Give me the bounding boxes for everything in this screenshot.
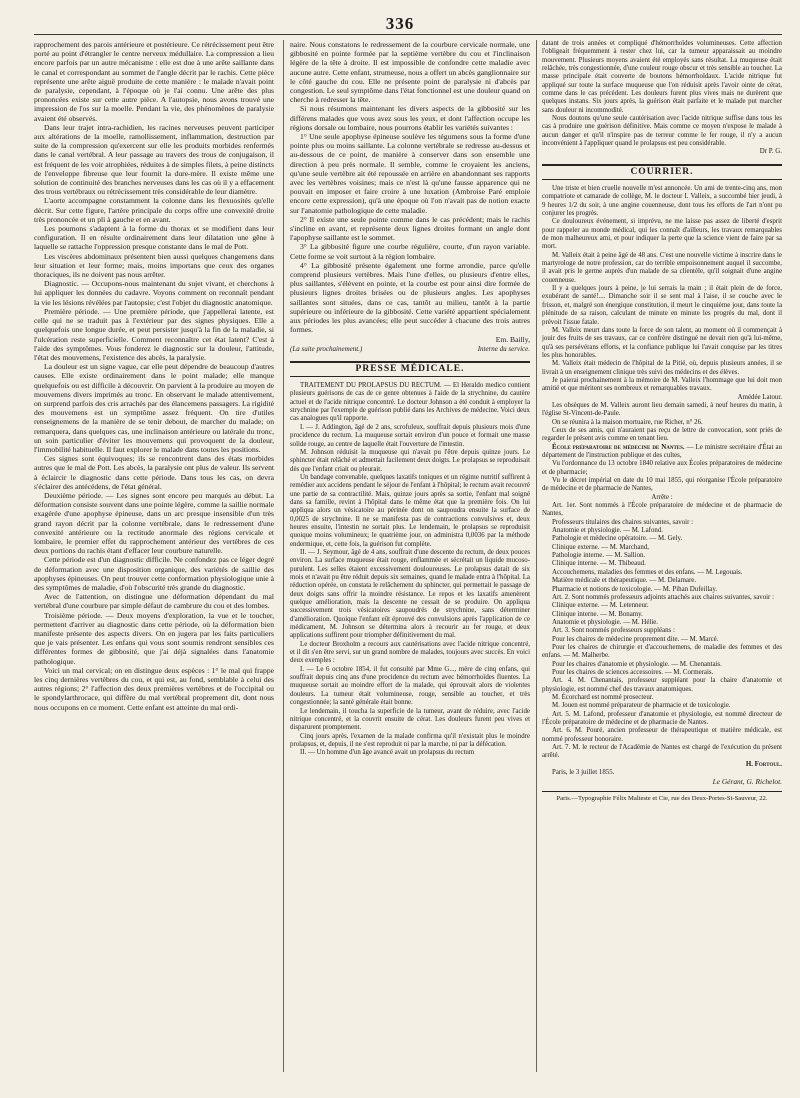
paragraph: Je paierai prochainement à la mémoire de M. Valleix l'hommage que lui doit mon amitié et que méritent ses nombreux et remarquables travaux.	[542, 376, 782, 393]
paragraph: Si nous résumons maintenant les divers aspects de la gibbosité sur les différens malades que vous avez sous les yeux, et dont l'affection occupe les régions dorsale ou lombaire, nous pourrons établir les variétés suivantes :	[290, 104, 530, 132]
article-line: Anatomie et physiologie. — M. Hélie.	[552, 618, 659, 626]
author-signature: Em. Bailly,	[495, 334, 530, 344]
column-1	[34, 40, 274, 712]
paragraph: Il y a quelques jours à peine, je lui serrais la main ; il était plein de de force, exubérant de santé!.... Dimanche soir il se sent mal à l'aise, il se couche avec le frisson, et, malgré son énergique constitution, il meurt le cinquième jour, dans toute la plénitude de sa raison, calculant de minute en minute les progrès du mal, dont il prévoit l'issue fatale.	[542, 285, 782, 326]
article-line: Anatomie et physiologie. — M. Lafond.	[552, 527, 663, 535]
article-line: Art. 4. M. Chenantais, professeur suppléant pour la chaire d'anatomie et physiologie, est nommé chef des travaux anatomiques.	[542, 677, 782, 693]
section-title-courrier: COURRIER.	[542, 164, 782, 180]
paragraph: I. — J. Addington, âgé de 2 ans, scrofuleux, souffrait depuis plusieurs mois d'une procidence du rectum. La muqueuse sortait environ d'un pouce et formait une masse solide rouge, au centre de laquelle était l'ouverture de l'intestin.	[290, 423, 530, 448]
paragraph: Troisième période. — Deux moyens d'exploration, la vue et le toucher, permettent d'arriver au diagnostic dans cette période, où la déformation bien manifeste présente des aspects divers. On en jugera par les faits particuliers que je vais présenter. Les enfans qui vous sont soumis rendront sensibles ces différentes formes de gibbosité, que j'ai déjà signalées dans l'anatomie pathologique.	[34, 610, 274, 666]
paragraph: 3° La gibbosité figure une courbe régulière, courte, d'un rayon variable. Cette forme se voit surtout à la région lombaire.	[290, 242, 530, 261]
article-line: M. Jouen est nommé préparateur de pharmacie et de toxicologie.	[552, 702, 731, 710]
paragraph: Le docteur Broxholm a recours aux cautérisations avec l'acide nitrique concentré, et il dit s'en être servi, sur un grand nombre de malades, toujours avec succès. En voici deux exemples :	[290, 640, 530, 665]
paragraph: 1° Une seule apophyse épineuse soulève les tégumens sous la forme d'une pointe plus ou moins saillante. La colonne vertébrale se redresse au-dessus et au-dessous de ce point, de manière à conserver dans son ensemble une direction à peu près normale. Il semble, comme le croyaient les anciens, qu'une seule vertèbre ait été repoussée en arrière en abandonnant ses rapports avec les vertèbres voisines; mais ce n'est là qu'une fausse apparence qui ne pouvait en imposer et faire croire à une luxation (Ambroise Paré emploie encore cette expression), qu'à une époque où l'on n'avait pas de notion exacte sur l'anatomie pathologique de cette maladie.	[290, 132, 530, 215]
article-line: Pharmacie et notions de toxicologie. — M. Pihan Dufeillay.	[552, 585, 718, 593]
article-list	[542, 502, 782, 761]
column-2	[290, 40, 530, 758]
article-line: Art. 6. M. Pouré, ancien professeur de thérapeutique et matière médicale, est nommé professeur honoraire.	[542, 727, 782, 743]
article-line: Matière médicale et thérapeutique. — M. Delamare.	[552, 577, 697, 585]
paragraph: naire. Nous constatons le redressement de la courbure cervicale normale, une gibbosité en pointe formée par la septième vertèbre du cou et l'inclinaison légère de la tête à droite. Il est impossible de confondre cette maladie avec aucune autre. Cette enfant, strumeuse, nous a offert un abcès ganglionnaire sur le côté gauche du cou. Elle ne présente point de paralysie ni d'abcès par congestion. Le seul symptôme dans l'état fonctionnel est une douleur quand on cherche à redresser la tête.	[290, 40, 530, 105]
article-line: Clinique externe. — M. Marchand,	[552, 543, 650, 551]
article-line: Art. 7. M. le recteur de l'Académie de Nantes est chargé de l'exécution du présent arrêté.	[542, 744, 782, 760]
article-line: Art. 5. M. Lafond, professeur d'anatomie et physiologie, est nommé directeur de l'École préparatoire de médecine et de pharmacie de Nantes.	[542, 710, 782, 727]
page-number: 336	[385, 14, 415, 33]
paragraph: Le lendemain, il toucha la superficie de la tumeur, avant de réduire, avec l'acide nitrique concentré, et la couvrit ensuite de cérat. Les douleurs furent peu vives et disparurent promptement.	[290, 707, 530, 732]
paragraph: M. Valleix était à peine âgé de 48 ans. C'est une nouvelle victime à inscrire dans le martyrologe de notre profession, car do terrible empoisonnement auquel il succombe, il avait pris le germe auprès d'un malade de sa clientèle, qu'il soignait d'une angine couenneuse.	[542, 251, 782, 284]
header-rule	[34, 34, 782, 35]
paragraph: TRAITEMENT DU PROLAPSUS DU RECTUM. — El Heraldo medico contient plusieurs guérisons de cas de ce genre obtenues à l'aide de la strychnine, du cautère actuel et de l'acide nitrique concentré. Le docteur Johnson a été conduit à employer la strychnine par l'exemple de guérison publié dans les Archives de médecine. Voici deux cas analogues qu'il rapporte.	[290, 382, 530, 423]
paragraph: Première période. — Une première période, que j'appellerai latente, est celle qui ne se traduit pas à l'extérieur par des signes physiques. Elle a quelquefois une longue durée, et peut persister jusqu'à la fin de la maladie, si l'ulcération reste superficielle. Comment reconnaître cet état latent? C'est à l'aide des symptômes. Vous fonderez le diagnostic sur la douleur, l'attitude, l'état des mouvemens, l'existence des abcès, la paralysie.	[34, 306, 274, 362]
paragraph: Les obsèques de M. Valleix auront lieu demain samedi, à neuf heures du matin, à l'église St-Vincent-de-Paule.	[542, 401, 782, 418]
paragraph	[542, 444, 782, 461]
paragraph: Cette période est d'un diagnostic difficile. Ne confondez pas ce léger degré de déformation avec une disposition organique, des variétés de saillie des apophyses épineuses. On peut trouver cette conformation physiologique unie à des symptômes de maladie, d'où l'obscurité très grande du diagnostic.	[34, 555, 274, 592]
article-line: Art. 1er. Sont nommés à l'École préparatoire de médecine et de pharmacie de Nantes,	[542, 502, 782, 518]
paragraph: Les poumons s'adaptent à la forme du thorax et se modifient dans leur configuration. Il en résulte ordinairement dans leur dilatation une gêne à laquelle se rattache l'oppression presque constante dans le mal de Pott.	[34, 224, 274, 252]
paragraph: Ceux de ses amis, qui n'auraient pas reçu de lettre de convocation, sont priés de regarder le présent avis comme en tenant lieu.	[542, 426, 782, 443]
paragraph: 4° La gibbosité présente également une forme arrondie, parce qu'elle comprend plusieurs vertèbres. Mais l'une d'elles, ou plusieurs d'entre elles, plus saillantes, s'élèvent en pointe, et la courbe est pour ainsi dire formée de plusieurs lignes droites brisées ou de plusieurs angles. Les apophyses saillantes sont situées, dans ce cas, tantôt au milieu, tantôt à la partie supérieure ou inférieure de la gibbosité. Cette variété appartient spécialement aux périodes les plus avancées; elle peut succéder à chacune des trois autres formes.	[290, 260, 530, 335]
author-signature: Dr P. G.	[759, 148, 782, 156]
minister-signature: H. Fortoul.	[745, 760, 782, 768]
paragraph: La douleur est un signe vague, car elle peut dépendre de beaucoup d'autres causes. Elle existe ordinairement dans le point malade; elle manque quelquefois ou est difficile à découvrir. On parvient à la produire au moyen de mouvemens divers imprimés au tronc. En observant le malade attentivement, on surprend parfois des cris arrachés par des élancemens passagers. La rigidité des mouvemens est un symptôme assez fréquent. On tire d'utiles renseignemens de la manière de se tenir debout, de marcher du malade; on remarquera, dans quelques cas, une inclinaison antérieure ou latérale du tronc, un soin particulier d'éviter les mouvemens qui provoquent de la douleur, l'immobilité habituelle. Il faut explorer le malade dans toutes les positions.	[34, 362, 274, 454]
signature-row	[290, 345, 530, 354]
article-line: Art. 3. Sont nommés professeurs suppléans :	[552, 627, 675, 635]
paragraph: II. — Un homme d'un âge avancé avait un prolapsus du rectum	[300, 749, 475, 757]
paragraph: Une triste et bien cruelle nouvelle m'est annoncée. Un ami de trente-cinq ans, mon compatriote et camarade de collège, M. le docteur I. Valleix, a succombé hier jeudi, à 9 heures 1/2 du soir, à une angine couenneuse, dont tous les efforts de l'art n'ont pu conjurer les progrès.	[542, 185, 782, 218]
paragraph: M. Johnson réduisit la muqueuse qui n'avait pu l'être depuis quinze jours. Le sphincter était relâché et admettait facilement deux doigts. Le prolapsus se reproduisait dès que l'enfant criait ou pleurait.	[290, 448, 530, 473]
article-line: Pathologie interne. — M. Sallion.	[552, 552, 646, 560]
paragraph: Avec de l'attention, on distingue une déformation dépendant du mal vertébral d'une courbure par simple défaut de cambrure du cou et des lombes.	[34, 592, 274, 611]
paragraph: Ce douloureux événement, si imprévu, ne me laisse pas assez de liberté d'esprit pour rappeler au monde médical, qui les connaît d'ailleurs, les travaux remarquables de mon malheureux ami, et pour indiquer la perte que la science vient de faire par sa mort.	[542, 218, 782, 251]
paragraph: Nous doutons qu'une seule cautérisation avec l'acide nitrique suffise dans tous les cas à produire une guérison définitive. Mais comme ce moyen n'expose le malade à aucun danger et qu'il n'inspire pas de terreur comme le fer rouge, il n'y a aucun inconvénient à l'appliquer quand le prolapsus est peu considérable.	[542, 115, 782, 148]
column-divider-2	[536, 40, 537, 1072]
column-divider-1	[283, 40, 284, 1072]
paragraph: On se réunira à la maison mortuaire, rue Richer, n° 26.	[552, 418, 703, 426]
section-title-presse: PRESSE MÉDICALE.	[290, 361, 530, 377]
paragraph: Deuxième période. — Les signes sont encore peu marqués au début. La déformation consiste souvent dans une pointe légère, comme la saillie normale exagérée d'une apophyse épineuse, dans un arc presque insensible d'un très grand rayon décrit par la colonne vertébrale, dans le redressement d'une convexité antérieure ou la rectitude anormale des régions cervicale et lombaire, le premier effet du rapprochement antérieur des vertèbres de ces deux portions du rachis étant d'effacer leur courbure naturelle.	[34, 490, 274, 556]
article-line: Clinique interne. — M. Thibeaud.	[552, 560, 646, 568]
paragraph: rapprochement des parois antérieure et postérieure. Ce rétrécissement peut être porté au point d'étrangler le centre nerveux médullaire. La compression a lieu encore parfois par un autre mécanisme : elle est due à une arête saillante dans le canal et correspondant au sommet de l'angle décrit par le rachis. Cette pièce représente une arête aiguë produite de cette manière : le malade n'avait point de paralysie, cependant, à l'époque où je l'ai connu. Une arête des plus prononcées existe sur cette autre pièce. A l'autopsie, nous avons trouvé une impression de l'os sur la moelle. Pendant la vie, des phénomènes de paralysie avaient été observés.	[34, 40, 274, 123]
paragraph: Les viscères abdominaux présentent bien aussi quelques changemens dans leur situation et leur forme; mais, moins importans que ceux des organes thoraciques, ils ne doivent pas nous arrêter.	[34, 251, 274, 280]
article-line: Pour les chaires de chirurgie et d'accouchemens, de maladie des femmes et des enfans. — M. Malherbe.	[542, 643, 782, 660]
article-line: Clinique externe. — M. Letenneur.	[552, 602, 649, 610]
article-line: Clinique interne. — M. Bonamy.	[552, 610, 643, 618]
paragraph: Vu le décret impérial en date du 10 mai 1855, qui réorganise l'École préparatoire de médecine et de pharmacie de Nantes,	[542, 477, 782, 493]
article-line: M. Écorchard est nommé prosecteur.	[552, 693, 654, 701]
article-line: Pathologie et médecine opératoire. — M. Gely.	[552, 535, 683, 543]
paragraph: I. — Le 6 octobre 1854, il fut consulté par Mme G..., mère de cinq enfans, qui souffrait depuis cinq ans d'une procidence du rectum avec hémorrhoïdes fluentes. La muqueuse sortait au moindre effort de la malade, qui éprouvait alors de violentes douleurs. La tumeur était volumineuse, rouge, sensible au toucher, et très congestionnée; la santé générale était bonne.	[290, 665, 530, 707]
paragraph: Un bandage convenable, quelques laxatifs toniques et un régime nutritif suffirent à remédier aux accidens pendant le séjour de l'enfant à l'hôpital; le rectum avait recouvré une partie de sa contractilité. Mais, quinze jours après sa sortie, l'enfant mal soigné dans sa famille, revint à l'hôpital dans le même état que la première fois. On lui appliqua alors un vésicatoire au périnée dont on saupoudra ensuite la surface de 0,0025 de strychnine. Il ne se manifesta pas de contractions convulsives et, deux heures ensuite, l'intestin ne sortait plus. Le lendemain, le prolapsus se reproduisit quoique moins volumineux; le quatrième jour, on administra 0,0036 par la méthode endermique, et, cette fois, la guérison fut complète.	[290, 473, 530, 548]
paragraph: M. Valleix était médecin de l'hôpital de la Pitié, où, depuis plusieurs années, il se livrait à un enseignement clinique très suivi des médecins et des élèves.	[542, 360, 782, 376]
article-line: Pour les chaires de sciences accessoires. — M. Cormerais.	[552, 668, 714, 676]
paragraph: Voici un mal cervical; on en distingue deux espèces : 1° le mal qui frappe les cinq dernières vertèbres du cou, et qui est, au fond, semblable à celui des autres régions; 2° l'affection des deux premières vertèbres et de l'occipital ou le spondylarthrocace, qui diffère du mal vertébral proprement dit, dont nous nous occupons en ce moment. Cette enfant est atteinte du mal ordi-	[34, 665, 274, 712]
article-line: Accouchemens, maladies des femmes et des enfans. — M. Legouais.	[552, 568, 743, 576]
paragraph: Dans leur trajet intra-rachidien, les racines nerveuses peuvent participer aux altérations de la moelle, ramollissement, inflammation, destruction par suite de la compression qu'exercent sur elle les produits morbides renfermés dans le canal vertébral. A leur passage au travers des trous de conjugaison, il est fréquent de les voir atrophiées, réduites à de simples filets, à peine distincts de l'enveloppe fibreuse que leur fournit la dure-mère. Il existe même une solution de continuité des branches nerveuses dans les cas où il y a effacement des trous vertébraux ou rétrécissement très considérable de leur diamètre.	[34, 122, 274, 197]
article-line: Pour les chaires de médecine proprement dite. — M. Marcé.	[552, 635, 719, 643]
article-line: Professeurs titulaires des chaires suivantes, savoir :	[552, 518, 694, 526]
paragraph: II. — J. Seymour, âgé de 4 ans, souffrait d'une descente du rectum, de deux pouces environ. La surface muqueuse était rouge, enflammée et sécrétait un liquide mucoso-purulent. Les selles étaient excessivement douloureuses. Le prolapsus datait de six mois et n'avait pu être réduit depuis six semaines, quand le malade entra à l'hôpital. La réduction opérée, on constata le relâchement du sphincter, qui permettait le passage de deux doigts sans offrir la moindre résistance. Le repos et les laxatifs amenèrent quelque amélioration, mais la descente ne cessait de se produire. On appliqua successivement trois vésicatoires saupoudrés de strychnine, sans déterminer d'amélioration. Quoique l'enfant eût éprouvé des convulsions après l'application de ce médicament, M. Johnson se détermina alors à recourir au fer rouge, et deux applications suffirent pour triompher définitivement du mal.	[290, 548, 530, 640]
author-signature: Amédée Latour.	[737, 393, 782, 401]
paragraph: Vu l'ordonnance du 13 octobre 1840 relative aux Écoles préparatoires de médecine et de pharmacie;	[542, 460, 782, 476]
paragraph: Ces signes sont équivoques; ils se rencontrent dans des états morbides autres que le mal de Pott. Les abcès, la paralysie ont plus de valeur. Ils servent à éclaircir le diagnostic dans cette période. Dans tous les cas, on devra s'éclairer des antécédens, de l'état général.	[34, 454, 274, 491]
article-line: Art. 2. Sont nommés professeurs adjoints attachés aux chaires suivantes, savoir :	[552, 593, 774, 601]
paragraph: 2° Il existe une seule pointe comme dans le cas précédent; mais le rachis s'incline en avant, et représente deux lignes droites formant un angle dont l'apophyse saillante est le sommet.	[290, 214, 530, 243]
arrete-heading: Arrête :	[651, 493, 673, 501]
continuation-note: (La suite prochainement.)	[290, 344, 363, 353]
paragraph: Diagnostic. — Occupons-nous maintenant du sujet vivant, et cherchons à lui appliquer les données du cadavre. Voyons comment on reconnaît pendant la vie les lésions révélées par l'autopsie; c'est l'objet du diagnostic anatomique.	[34, 279, 274, 307]
ecole-heading: École préparatoire de médecine de Nantes.	[552, 443, 685, 451]
paragraph: Cinq jours après, l'examen de la malade confirma qu'il n'existait plus le moindre prolapsus, et, depuis, il ne s'est reproduit ni par la marche, ni par la défécation.	[290, 732, 530, 748]
ecole-text: — Le ministre secrétaire d'État au département de l'instruction publique et des cultes,	[542, 443, 782, 460]
paragraph: L'aorte accompagne constamment la colonne dans les flexuosités qu'elle décrit. Sur cette figure, l'artère principale du corps offre une convexité droite très prononcée et un pli à gauche et en avant.	[34, 196, 274, 224]
gerant-line: Le Gérant, G. Richelot.	[712, 777, 782, 787]
date-line: Paris, le 3 juillet 1855.	[552, 769, 615, 777]
article-line: Pour les chaires d'anatomie et physiologie. — M. Chenantais.	[552, 660, 722, 668]
paragraph: datant de trois années et compliqué d'hémorrhoïdes volumineuses. Cette affection l'obligeait fréquemment à rester chez lui, car la tumeur apparaissait au moindre mouvement. Plusieurs moyens avaient été employés sans résultat. La muqueuse était relâchée, très congestionnée, d'une couleur rouge obscur et très sensible au toucher. La masse principale était couverte de boutons hémorrhoïdaux. L'acide nitrique fut appliqué sur toute la surface muqueuse que l'on réduisit après l'avoir ointe de cérat, comme dans le cas précédent. Les douleurs furent plus vives mais ne durèrent que quelques instans. Six jours après, la guérison était parfaite et le malade put marcher sans douleur ni incommodité.	[542, 40, 782, 114]
printer-imprint: Paris.—Typographie Félix Malteste et Cie, rue des Deux-Portes-St-Sauveur, 22.	[542, 791, 782, 803]
author-title: Interne du service.	[477, 344, 530, 353]
column-3	[542, 40, 782, 803]
paragraph: M. Valleix meurt dans toute la force de son talent, au moment où il commençait à jouir des fruits de ses travaux, car ce confrère distingué ne devait rien qu'à lui-même, qu'à ses persévérans efforts, et la confiance publique lui l'avait conquise par les titres les plus honorables.	[542, 326, 782, 359]
